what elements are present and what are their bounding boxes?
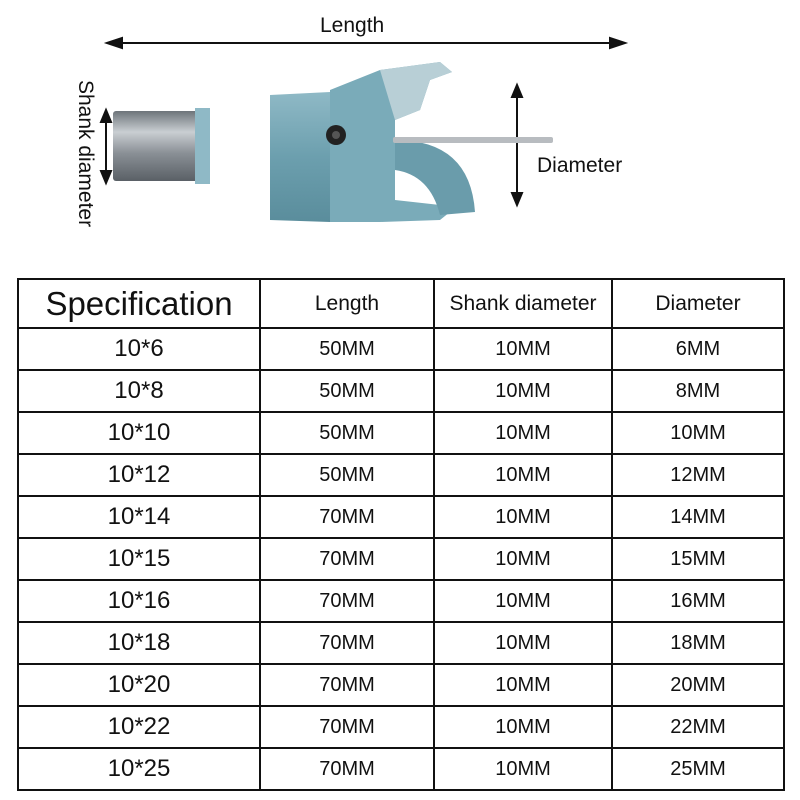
table-row bbox=[18, 748, 784, 790]
length-cell: 70MM bbox=[260, 538, 434, 580]
diameter-cell: 25MM bbox=[612, 748, 784, 790]
table-row bbox=[18, 328, 784, 370]
length-arrow bbox=[107, 38, 625, 48]
spec-cell: 10*18 bbox=[18, 622, 260, 664]
diameter-cell: 20MM bbox=[612, 664, 784, 706]
header-shank-diameter: Shank diameter bbox=[434, 279, 612, 328]
shank-cell: 10MM bbox=[434, 748, 612, 790]
diameter-cell: 18MM bbox=[612, 622, 784, 664]
spec-cell: 10*25 bbox=[18, 748, 260, 790]
shank-cell: 10MM bbox=[434, 622, 612, 664]
length-cell: 50MM bbox=[260, 454, 434, 496]
shank-cell: 10MM bbox=[434, 538, 612, 580]
length-cell: 70MM bbox=[260, 496, 434, 538]
shank-cell: 10MM bbox=[434, 496, 612, 538]
diameter-label: Diameter bbox=[537, 154, 623, 177]
table-row bbox=[18, 664, 784, 706]
diameter-cell: 22MM bbox=[612, 706, 784, 748]
table-row bbox=[18, 538, 784, 580]
diameter-cell: 6MM bbox=[612, 328, 784, 370]
table-row bbox=[18, 622, 784, 664]
header-specification: Specification bbox=[18, 279, 260, 328]
table-row bbox=[18, 370, 784, 412]
length-label: Length bbox=[320, 14, 385, 37]
header-length: Length bbox=[260, 279, 434, 328]
shank-cell: 10MM bbox=[434, 664, 612, 706]
table-row bbox=[18, 412, 784, 454]
diameter-cell: 12MM bbox=[612, 454, 784, 496]
diameter-cell: 15MM bbox=[612, 538, 784, 580]
table-row bbox=[18, 496, 784, 538]
spec-cell: 10*20 bbox=[18, 664, 260, 706]
router-bit-diagram bbox=[0, 0, 800, 270]
length-cell: 50MM bbox=[260, 328, 434, 370]
length-cell: 70MM bbox=[260, 664, 434, 706]
table-header-row bbox=[18, 279, 784, 328]
diameter-cell: 14MM bbox=[612, 496, 784, 538]
table-row bbox=[18, 706, 784, 748]
shank-cell: 10MM bbox=[434, 328, 612, 370]
shank-cell: 10MM bbox=[434, 454, 612, 496]
table-row bbox=[18, 454, 784, 496]
shank-cell: 10MM bbox=[434, 706, 612, 748]
spec-cell: 10*6 bbox=[18, 328, 260, 370]
header-diameter: Diameter bbox=[612, 279, 784, 328]
shank-cell: 10MM bbox=[434, 580, 612, 622]
shank-cell: 10MM bbox=[434, 412, 612, 454]
spec-cell: 10*16 bbox=[18, 580, 260, 622]
length-cell: 70MM bbox=[260, 706, 434, 748]
length-cell: 70MM bbox=[260, 580, 434, 622]
specification-table bbox=[17, 278, 785, 791]
length-cell: 70MM bbox=[260, 748, 434, 790]
spec-cell: 10*10 bbox=[18, 412, 260, 454]
spec-cell: 10*22 bbox=[18, 706, 260, 748]
diameter-arrow bbox=[512, 85, 522, 205]
diameter-cell: 10MM bbox=[612, 412, 784, 454]
table-row bbox=[18, 580, 784, 622]
length-cell: 50MM bbox=[260, 370, 434, 412]
router-bit-image bbox=[113, 62, 553, 222]
shank-diameter-label: Shank diameter bbox=[74, 80, 97, 228]
spec-cell: 10*15 bbox=[18, 538, 260, 580]
length-cell: 70MM bbox=[260, 622, 434, 664]
spec-cell: 10*12 bbox=[18, 454, 260, 496]
spec-cell: 10*8 bbox=[18, 370, 260, 412]
shank-cell: 10MM bbox=[434, 370, 612, 412]
diameter-cell: 8MM bbox=[612, 370, 784, 412]
length-cell: 50MM bbox=[260, 412, 434, 454]
spec-cell: 10*14 bbox=[18, 496, 260, 538]
diameter-cell: 16MM bbox=[612, 580, 784, 622]
shank-arrow bbox=[101, 110, 111, 183]
